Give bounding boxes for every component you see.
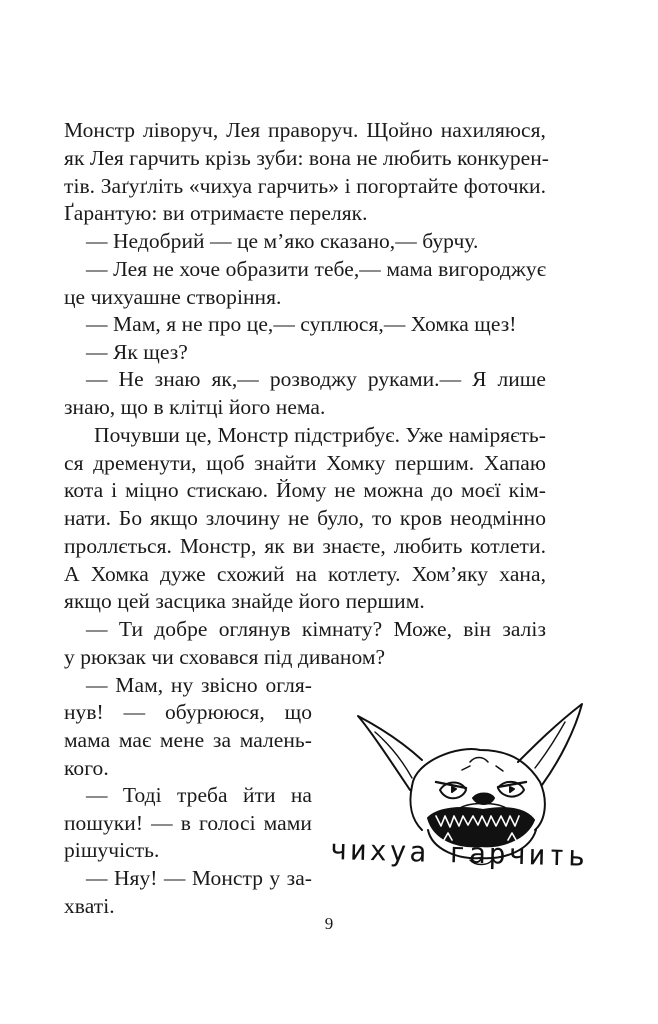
paragraph-first-line: Почувши це, Монстр підстрибує. Уже наміряєть- [94, 423, 546, 447]
text-line: якщо цей засцика знайде його першим. [64, 589, 425, 613]
text-line: ся дременути, щоб знайти Хомку першим. Хапаю [64, 451, 546, 475]
text-line: Монстр ліворуч, Лея праворуч. Щойно нахиляюся, [64, 118, 546, 142]
text-line: проллється. Монстр, як ви знаєте, любить котлети. [64, 534, 546, 558]
text-line: знаю, що в клітці його нема. [64, 395, 326, 419]
text-line: хваті. [64, 894, 115, 918]
dialogue-line: — Як щез? [86, 340, 188, 364]
text-line: кого. [64, 756, 109, 780]
text-line: пошуки! — в голосі мами [64, 811, 312, 835]
text-line: А Хомка дуже схожий на котлету. Хом’яку хана, [64, 562, 546, 586]
dialogue-line: — Тоді треба йти на [86, 783, 312, 807]
text-line: нати. Бо якщо злочину не було, то кров неодмінно [64, 506, 546, 530]
page-number: 9 [324, 914, 334, 933]
text-line: як Лея гарчить крізь зуби: вона не любить конкурен- [64, 146, 549, 170]
illustration-caption: чихуа гарчить [329, 833, 589, 873]
dialogue-line: — Ти добре оглянув кімнату? Може, він заліз [86, 617, 546, 641]
text-line: Ґарантую: ви отримаєте переляк. [64, 201, 368, 225]
text-line: кота і міцно стискаю. Йому не можна до моєї кім- [64, 478, 546, 502]
dialogue-line: — Мам, ну звісно огля- [86, 673, 312, 697]
dialogue-line: — Мам, я не про це,— суплюся,— Хомка щез! [86, 312, 517, 336]
dialogue-line: — Не знаю як,— розводжу руками.— Я лише [86, 367, 546, 391]
dialogue-line: — Няу! — Монстр у за- [86, 866, 312, 890]
dialogue-line: — Недобрий — це м’яко сказано,— бурчу. [86, 229, 479, 253]
text-line: мама має мене за малень- [64, 728, 312, 752]
text-line: у рюкзак чи сховався під диваном? [64, 645, 386, 669]
text-line: рішучість. [64, 838, 160, 862]
text-line: нув! — обурююся, що [64, 700, 312, 724]
text-line: це чихуашне створіння. [64, 285, 282, 309]
dialogue-line: — Лея не хоче образити тебе,— мама вигороджує [86, 257, 546, 281]
text-line: тів. Заґуґліть «чихуа гарчить» і погортайте фоточки. [64, 174, 546, 198]
